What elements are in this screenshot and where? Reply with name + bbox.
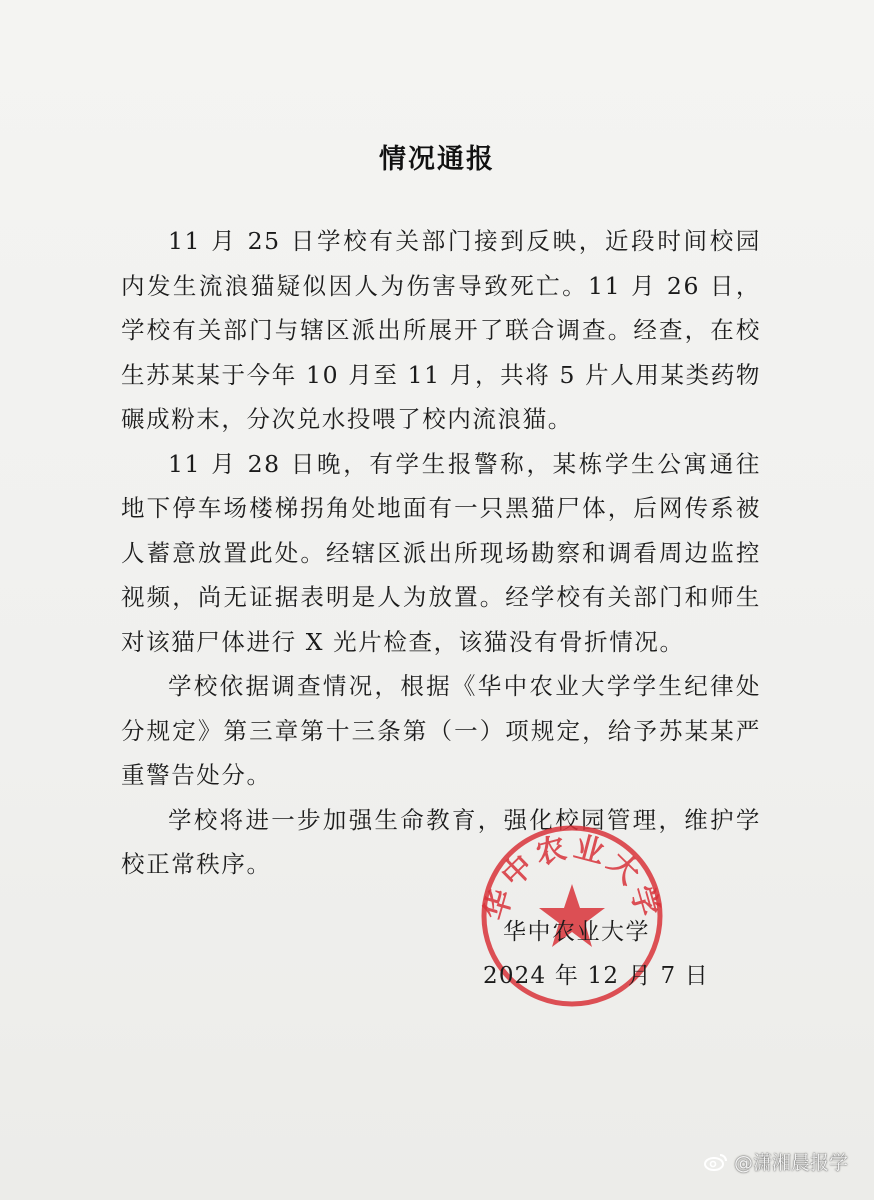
seal-text: 华中农业大学 — [478, 829, 666, 925]
watermark-text: @潇湘晨报学 — [733, 1152, 848, 1174]
document-body — [121, 219, 761, 887]
signature-organization: 华中农业大学 — [503, 919, 650, 945]
weibo-logo-icon — [704, 1153, 728, 1171]
paragraph-1: 11 月 25 日学校有关部门接到反映，近段时间校园内发生流浪猫疑似因人为伤害导致死亡。11 月 26 日，学校有关部门与辖区派出所展开了联合调查。经查，在校生苏某某于今年 10 月至 11 月，共将 5 片人用某类药物碾成粉末，分次兑水投喂了校内流浪猫。 — [121, 227, 761, 433]
watermark — [704, 1148, 848, 1175]
paragraph-4: 学校将进一步加强生命教育，强化校园管理，维护学校正常秩序。 — [121, 805, 761, 878]
paragraph-2: 11 月 28 日晚，有学生报警称，某栋学生公寓通往地下停车场楼梯拐角处地面有一只黑猫尸体，后网传系被人蓄意放置此处。经辖区派出所现场勘察和调看周边监控视频，尚无证据表明是人为放置。经学校有关部门和师生对该猫尸体进行 X 光片检查，该猫没有骨折情况。 — [121, 449, 761, 656]
document-title: 情况通报 — [379, 144, 495, 175]
signature-date: 2024 年 12 月 7 日 — [483, 963, 709, 989]
paragraph-3: 学校依据调查情况，根据《华中农业大学学生纪律处分规定》第三章第十三条第（一）项规定，给予苏某某严重警告处分。 — [121, 672, 761, 789]
